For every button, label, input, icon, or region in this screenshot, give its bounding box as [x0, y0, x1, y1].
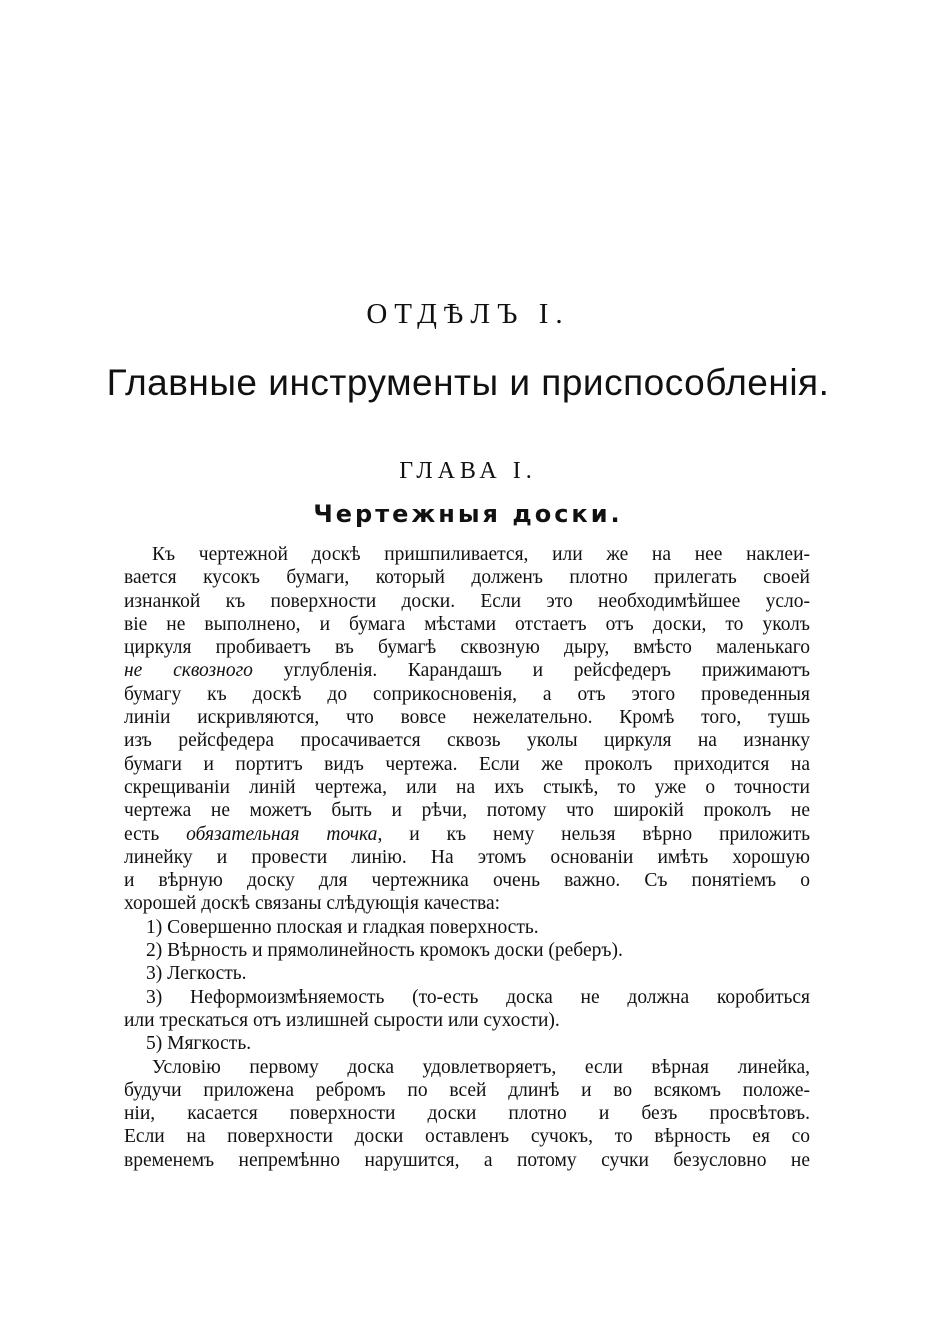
text-line: Къ чертежной доскѣ пришпиливается, или же на нее наклеи-	[152, 544, 810, 565]
chapter-title: Чертежныя доски.	[313, 500, 623, 528]
list-item: 3) Неформоизмѣняемость (то-есть доска не должна коробиться	[146, 986, 810, 1008]
text-line: циркуля пробиваетъ въ бумагѣ сквозную дыру, вмѣсто маленькаго	[124, 637, 810, 659]
text-line: будучи приложена ребромъ по всей длинѣ и во всякомъ положе-	[124, 1079, 810, 1101]
text-line: скрещиваніи линій чертежа, или на ихъ стыкѣ, то уже о точности	[124, 776, 810, 798]
main-title: Главные инструменты и приспособленія.	[106, 362, 830, 403]
text-fragment: , и къ нему нельзя вѣрно приложить	[377, 823, 811, 845]
text-line: линіи искривляются, что вовсе нежелательно. Кромѣ того, тушь	[124, 707, 810, 729]
list-item: 2) Вѣрность и прямолинейность кромокъ доски (реберъ).	[146, 940, 623, 962]
text-line: ніи, касается поверхности доски плотно и безъ просвѣтовъ.	[124, 1103, 810, 1125]
text-line: бумаги и портитъ видъ чертежа. Если же проколъ приходится на	[124, 753, 810, 775]
italic-phrase: не сквозного	[124, 660, 253, 682]
text-line: и вѣрную доску для чертежника очень важно. Съ понятіемъ о	[124, 870, 810, 892]
text-line: изъ рейсфедера просачивается сквозь уколы циркуля на изнанку	[124, 730, 810, 752]
text-fragment: есть	[124, 823, 160, 845]
list-item: 1) Совершенно плоская и гладкая поверхность.	[146, 916, 539, 938]
body-text	[124, 543, 810, 1172]
italic-phrase: обязательная точка	[186, 823, 378, 845]
text-line: бумагу къ доскѣ до соприкосновенія, а отъ этого проведенныя	[124, 683, 810, 705]
text-line-with-italic	[124, 823, 810, 846]
list-item: 3) Легкость.	[146, 963, 247, 985]
text-line: или трескаться отъ излишней сырости или сухости).	[124, 1009, 560, 1031]
text-line: временемъ непремѣнно нарушится, а потому сучки безусловно не	[124, 1149, 810, 1171]
text-line: Условію первому доска удовлетворяетъ, если вѣрная линейка,	[152, 1056, 810, 1078]
text-line: линейку и провести линію. На этомъ основаніи имѣть хорошую	[124, 846, 810, 868]
section-heading: ОТДѢЛЪ I.	[366, 298, 570, 330]
text-line-with-italic	[124, 659, 810, 682]
text-line: вается кусокъ бумаги, который долженъ плотно прилегать своей	[124, 567, 810, 589]
chapter-heading: ГЛАВА I.	[399, 458, 537, 484]
text-line: изнанкой къ поверхности доски. Если это необходимѣйшее усло-	[124, 590, 810, 612]
text-line: хорошей доскѣ связаны слѣдующія качества:	[124, 893, 501, 915]
text-line: чертежа не можетъ быть и рѣчи, потому что широкій проколъ не	[124, 800, 810, 822]
text-line: віе не выполнено, и бумага мѣстами отстаетъ отъ доски, то уколъ	[124, 613, 810, 635]
text-fragment: углубленія. Карандашъ и рейсфедеръ прижимаютъ	[283, 660, 810, 682]
text-line: Если на поверхности доски оставленъ сучокъ, то вѣрность ея со	[124, 1126, 810, 1148]
list-item: 5) Мягкость.	[146, 1033, 252, 1055]
